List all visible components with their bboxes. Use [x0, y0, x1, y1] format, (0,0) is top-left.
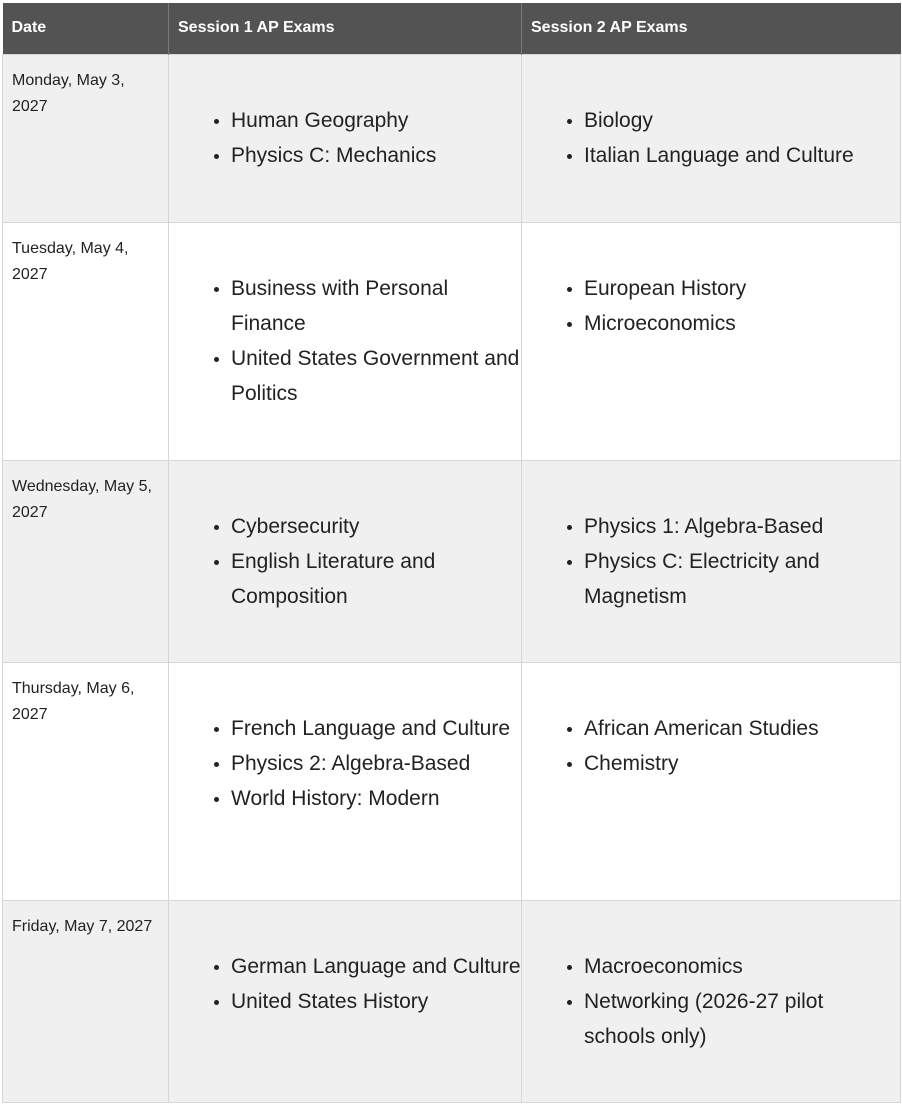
exam-item: • World History: Modern — [231, 781, 521, 816]
table-row — [3, 900, 901, 1102]
date-cell: Wednesday, May 5, 2027 — [3, 460, 169, 662]
header-session-2: Session 2 AP Exams — [522, 3, 901, 54]
session-2-cell — [522, 900, 901, 1102]
exam-item: • German Language and Culture — [231, 949, 521, 984]
table-row — [3, 662, 901, 900]
exam-item: • Human Geography — [231, 103, 521, 138]
table-row — [3, 460, 901, 662]
session-2-cell — [522, 460, 901, 662]
session-1-cell — [169, 54, 522, 222]
header-session-1: Session 1 AP Exams — [169, 3, 522, 54]
exam-list — [169, 509, 521, 614]
exam-list — [522, 509, 900, 614]
exam-item: • Biology — [584, 103, 900, 138]
exam-item: • Microeconomics — [584, 306, 900, 341]
table-header — [3, 3, 901, 54]
session-1-cell — [169, 460, 522, 662]
date-cell: Friday, May 7, 2027 — [3, 900, 169, 1102]
exam-list — [522, 271, 900, 341]
session-2-cell — [522, 54, 901, 222]
exam-list — [522, 711, 900, 781]
session-1-cell — [169, 222, 522, 460]
exam-list — [169, 711, 521, 816]
session-1-cell — [169, 662, 522, 900]
exam-item: • Italian Language and Culture — [584, 138, 900, 173]
exam-item: • United States Government and Politics — [231, 341, 521, 411]
exam-item: • Networking (2026-27 pilot schools only) — [584, 984, 900, 1054]
exam-item: • English Literature and Composition — [231, 544, 521, 614]
exam-item: • Physics 1: Algebra-Based — [584, 509, 900, 544]
exam-item: • Cybersecurity — [231, 509, 521, 544]
exam-list — [169, 949, 521, 1019]
session-2-cell — [522, 222, 901, 460]
exam-list — [169, 271, 521, 411]
session-2-cell — [522, 662, 901, 900]
exam-item: • European History — [584, 271, 900, 306]
date-cell: Thursday, May 6, 2027 — [3, 662, 169, 900]
exam-item: • Physics C: Electricity and Magnetism — [584, 544, 900, 614]
table-row — [3, 54, 901, 222]
exam-schedule-table — [2, 3, 901, 1103]
date-cell: Monday, May 3, 2027 — [3, 54, 169, 222]
exam-item: • United States History — [231, 984, 521, 1019]
exam-item: • French Language and Culture — [231, 711, 521, 746]
exam-list — [169, 103, 521, 173]
exam-item: • Business with Personal Finance — [231, 271, 521, 341]
exam-item: • African American Studies — [584, 711, 900, 746]
exam-item: • Chemistry — [584, 746, 900, 781]
exam-item: • Macroeconomics — [584, 949, 900, 984]
exam-item: • Physics 2: Algebra-Based — [231, 746, 521, 781]
header-date: Date — [3, 3, 169, 54]
exam-item: • Physics C: Mechanics — [231, 138, 521, 173]
table-row — [3, 222, 901, 460]
exam-list — [522, 949, 900, 1054]
session-1-cell — [169, 900, 522, 1102]
date-cell: Tuesday, May 4, 2027 — [3, 222, 169, 460]
exam-list — [522, 103, 900, 173]
